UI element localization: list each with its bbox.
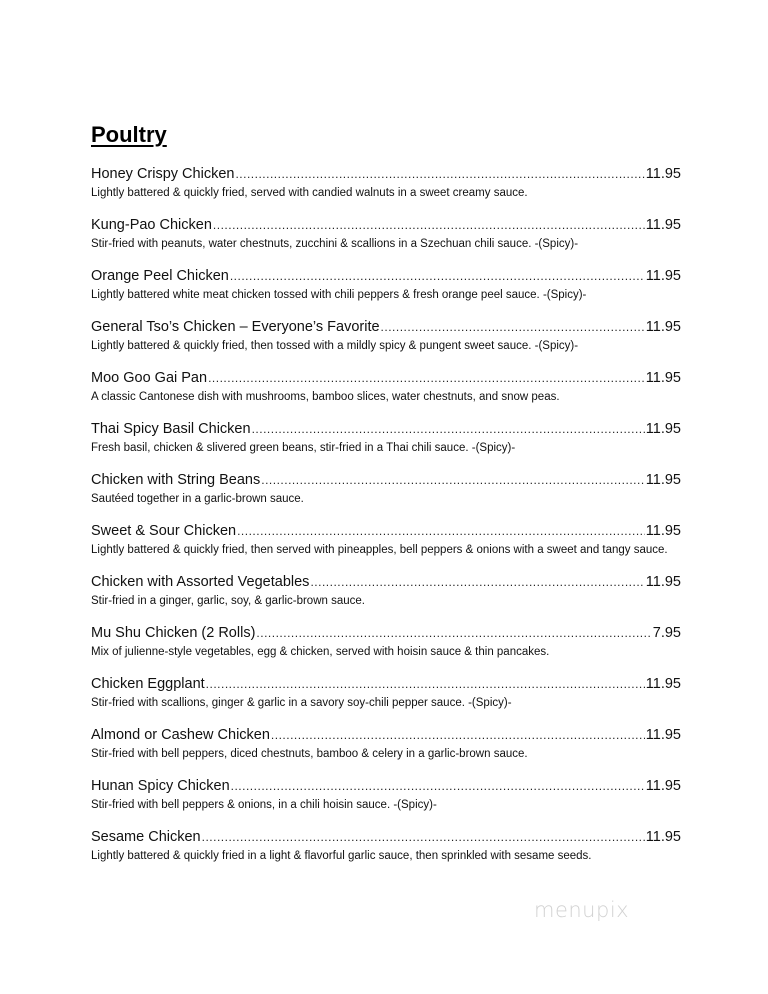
menu-item-name: Almond or Cashew Chicken [91, 727, 270, 743]
menu-item [91, 317, 681, 355]
menu-item [91, 521, 681, 559]
menu-item-description: A classic Cantonese dish with mushrooms, bamboo slices, water chestnuts, and snow peas. [91, 391, 560, 403]
menu-item-line [91, 521, 681, 541]
menu-item-line [91, 368, 681, 388]
menu-item [91, 470, 681, 508]
dot-leader [252, 419, 645, 439]
menu-item [91, 725, 681, 763]
menu-item-price: 7.95 [652, 625, 681, 641]
dot-leader [235, 164, 644, 184]
menu-item-name: Orange Peel Chicken [91, 268, 229, 284]
menu-item-price: 11.95 [645, 166, 681, 182]
menu-item-list [91, 164, 681, 865]
menu-item [91, 164, 681, 202]
menu-item-description: Lightly battered & quickly fried, served with candied walnuts in a sweet creamy sauce. [91, 187, 528, 199]
dot-leader [310, 572, 644, 592]
menu-item-price: 11.95 [645, 727, 681, 743]
menu-item-line [91, 419, 681, 439]
menu-item-price: 11.95 [645, 421, 681, 437]
dot-leader [213, 215, 645, 235]
menu-item [91, 776, 681, 814]
menu-item-name: Honey Crispy Chicken [91, 166, 235, 182]
menu-item [91, 266, 681, 304]
menu-item-price: 11.95 [645, 319, 681, 335]
menu-item [91, 623, 681, 661]
menu-item-description: Stir-fried with bell peppers & onions, in a chili hoisin sauce. -(Spicy)- [91, 799, 437, 811]
menu-item-description: Mix of julienne-style vegetables, egg & chicken, served with hoisin sauce & thin pancakes. [91, 646, 550, 658]
menu-item-description: Lightly battered & quickly fried, then served with pineapples, bell peppers & onions with a sweet and tangy sauce. [91, 544, 668, 556]
menu-item-name: Mu Shu Chicken (2 Rolls) [91, 625, 256, 641]
menu-item-name: Hunan Spicy Chicken [91, 778, 230, 794]
dot-leader [206, 674, 645, 694]
dot-leader [208, 368, 645, 388]
dot-leader [256, 623, 651, 643]
menu-item-description: Lightly battered & quickly fried in a light & flavorful garlic sauce, then sprinkled with sesame seeds. [91, 850, 592, 862]
menu-item-description: Sautéed together in a garlic-brown sauce. [91, 493, 304, 505]
menu-item-name: Chicken with Assorted Vegetables [91, 574, 310, 590]
dot-leader [271, 725, 645, 745]
menu-item-line [91, 572, 681, 592]
menu-item-line [91, 317, 681, 337]
menu-item-name: Chicken with String Beans [91, 472, 261, 488]
menu-item-line [91, 623, 681, 643]
menu-item-line [91, 215, 681, 235]
section-title: Poultry [91, 122, 167, 147]
menu-item-price: 11.95 [645, 217, 681, 233]
menu-item-description: Stir-fried with scallions, ginger & garlic in a savory soy-chili pepper sauce. -(Spicy)- [91, 697, 512, 709]
dot-leader [237, 521, 645, 541]
menu-item-name: Kung-Pao Chicken [91, 217, 212, 233]
menu-item-name: Sesame Chicken [91, 829, 201, 845]
menu-item-line [91, 470, 681, 490]
dot-leader [202, 827, 645, 847]
menu-item-price: 11.95 [645, 676, 681, 692]
menu-item-description: Stir-fried with peanuts, water chestnuts, zucchini & scallions in a Szechuan chili sauce. -(Spicy)- [91, 238, 579, 250]
menu-item-line [91, 266, 681, 286]
menu-item-name: Thai Spicy Basil Chicken [91, 421, 251, 437]
menu-item [91, 215, 681, 253]
menu-item-price: 11.95 [645, 523, 681, 539]
menu-item-price: 11.95 [645, 829, 681, 845]
dot-leader [261, 470, 645, 490]
menu-item-description: Lightly battered & quickly fried, then tossed with a mildly spicy & pungent sweet sauce. -(Spicy)- [91, 340, 579, 352]
menu-item [91, 368, 681, 406]
menu-item-line [91, 776, 681, 796]
menu-item-description: Fresh basil, chicken & slivered green beans, stir-fried in a Thai chili sauce. -(Spicy)- [91, 442, 516, 454]
dot-leader [381, 317, 645, 337]
menu-item-description: Lightly battered white meat chicken tossed with chili peppers & fresh orange peel sauce. -(Spicy)- [91, 289, 587, 301]
menu-item-line [91, 674, 681, 694]
menu-item-price: 11.95 [645, 574, 681, 590]
menu-item-price: 11.95 [645, 370, 681, 386]
menu-item [91, 419, 681, 457]
menu-item-line [91, 725, 681, 745]
menupix-watermark: menupix [534, 898, 630, 922]
menu-item-description: Stir-fried in a ginger, garlic, soy, & garlic-brown sauce. [91, 595, 365, 607]
menu-item-line [91, 827, 681, 847]
menu-item-name: Moo Goo Gai Pan [91, 370, 208, 386]
menu-item-name: General Tso’s Chicken – Everyone’s Favorite [91, 319, 380, 335]
menu-item-price: 11.95 [645, 778, 681, 794]
dot-leader [230, 266, 645, 286]
menu-item [91, 572, 681, 610]
dot-leader [231, 776, 645, 796]
menu-item-name: Chicken Eggplant [91, 676, 205, 692]
menu-item-price: 11.95 [645, 472, 681, 488]
menu-item-price: 11.95 [645, 268, 681, 284]
menu-item-line [91, 164, 681, 184]
menu-item [91, 674, 681, 712]
menu-item [91, 827, 681, 865]
menu-item-description: Stir-fried with bell peppers, diced chestnuts, bamboo & celery in a garlic-brown sauce. [91, 748, 528, 760]
menu-item-name: Sweet & Sour Chicken [91, 523, 237, 539]
